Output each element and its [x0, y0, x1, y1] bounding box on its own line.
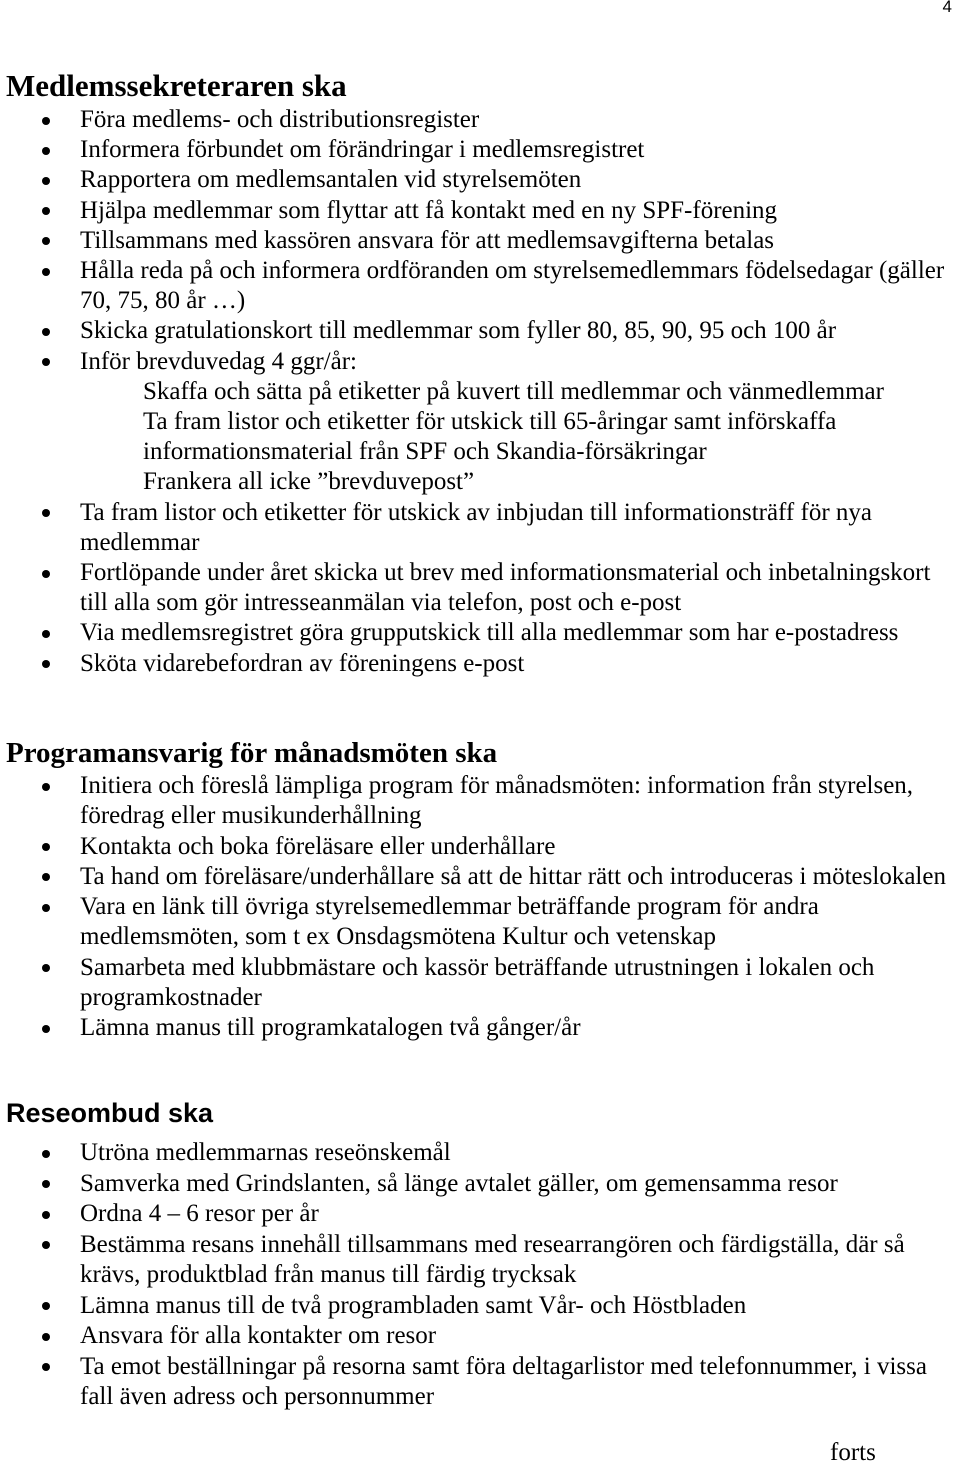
bullet-icon [42, 843, 50, 851]
list-item-text: Bestämma resans innehåll tillsammans med researrangören och färdigställa, där så krävs, produktblad från manus till färdig trycksak [80, 1230, 905, 1288]
list-item-text: Rapportera om medlemsantalen vid styrelsemöten [80, 166, 582, 194]
list-item-text: Ta emot beställningar på resorna samt föra deltagarlistor med telefonnummer, i vissa fall även adress och personnummer [80, 1352, 927, 1410]
list-item-text: Sköta vidarebefordran av föreningens e-post [80, 649, 525, 677]
list-item-text: Ta fram listor och etiketter för utskick av inbjudan till informationsträff för nya medlemmar [80, 498, 873, 556]
list-item [80, 1321, 952, 1352]
list-item-text: Inför brevduvedag 4 ggr/år: [80, 347, 357, 375]
duty-list [80, 105, 952, 679]
duty-list [80, 1138, 952, 1413]
bullet-icon [42, 147, 50, 155]
list-item [80, 649, 952, 679]
bullet-icon [42, 570, 50, 578]
list-item-text: Samverka med Grindslanten, så länge avtalet gäller, om gemensamma resor [80, 1169, 838, 1197]
bullet-icon [42, 1211, 50, 1219]
bullet-icon [42, 268, 50, 276]
list-item [80, 771, 952, 832]
bullet-icon [42, 117, 50, 125]
list-item-text: Informera förbundet om förändringar i medlemsregistret [80, 136, 645, 164]
bullet-icon [42, 328, 50, 336]
bullet-icon [42, 964, 50, 972]
list-item [80, 196, 952, 226]
list-item [80, 1291, 952, 1322]
list-item-text: Lämna manus till de två programbladen samt Vår- och Höstbladen [80, 1291, 747, 1319]
list-item [80, 1013, 952, 1043]
list-item-text: Föra medlems- och distributionsregister [80, 106, 480, 133]
list-item-text: Ansvara för alla kontakter om resor [80, 1322, 437, 1349]
list-item-text: Ta hand om föreläsare/underhållare så att de hittar rätt och introduceras i möteslokalen [80, 862, 946, 890]
list-item [80, 347, 952, 498]
bullet-icon [42, 1333, 50, 1341]
bullet-icon [42, 207, 50, 215]
list-item [80, 165, 952, 195]
list-item [80, 1138, 952, 1169]
list-item [80, 832, 952, 862]
bullet-icon [42, 1302, 50, 1310]
list-item [80, 1169, 952, 1200]
sub-list-item: Frankera all icke ”brevduvepost” [143, 468, 475, 496]
list-item-text: Lämna manus till programkatalogen två gånger/år [80, 1014, 581, 1041]
list-item [80, 105, 952, 135]
heading-programansvarig: Programansvarig för månadsmöten ska [6, 737, 498, 769]
sub-list [143, 377, 952, 498]
list-item [80, 498, 952, 558]
list-item-text: Initiera och föreslå lämpliga program för månadsmöten: information från styrelsen, föredrag eller musikunderhållning [80, 772, 914, 830]
bullet-icon [42, 1180, 50, 1188]
list-item [80, 316, 952, 346]
bullet-icon [42, 1150, 50, 1158]
list-item [80, 892, 952, 953]
heading-reseombud: Reseombud ska [6, 1098, 214, 1128]
bullet-icon [42, 630, 50, 638]
list-item [80, 862, 952, 892]
list-item [80, 953, 952, 1014]
list-item-text: Ordna 4 – 6 resor per år [80, 1200, 319, 1227]
bullet-icon [42, 358, 50, 366]
heading-medlemssekreteraren: Medlemssekreteraren ska [6, 68, 347, 103]
list-item-text: Hålla reda på och informera ordföranden om styrelsemedlemmars födelsedagar (gäller 70, 75, 80 år …) [80, 257, 945, 315]
list-item-text: Hjälpa medlemmar som flyttar att få kontakt med en ny SPF-förening [80, 196, 778, 224]
sub-list-item: Skaffa och sätta på etiketter på kuvert till medlemmar och vänmedlemmar [143, 377, 884, 405]
sub-list-item: Ta fram listor och etiketter för utskick till 65-åringar samt införskaffa informationsmaterial från SPF och Skandia-försäkringar [143, 408, 837, 466]
bullet-icon [42, 783, 50, 791]
page-number: 4 [942, 0, 952, 16]
list-item-text: Kontakta och boka föreläsare eller underhållare [80, 832, 556, 860]
list-item-text: Via medlemsregistret göra grupputskick till alla medlemmar som har e-postadress [80, 619, 899, 647]
list-item [80, 256, 952, 316]
list-item-text: Vara en länk till övriga styrelsemedlemmar beträffande program för andra medlemsmöten, som t ex Onsdagsmötena Kultur och vetenskap [80, 893, 819, 951]
continued-note: forts [830, 1439, 876, 1466]
list-item [80, 558, 952, 618]
duty-list [80, 771, 952, 1043]
list-item [80, 1230, 952, 1291]
bullet-icon [42, 1241, 50, 1249]
list-item [80, 1352, 952, 1413]
list-item [80, 135, 952, 165]
bullet-icon [42, 237, 50, 245]
list-item [80, 1199, 952, 1230]
list-item [80, 226, 952, 256]
bullet-icon [42, 660, 50, 668]
list-item-text: Fortlöpande under året skicka ut brev med informationsmaterial och inbetalningskort till alla som gör intresseanmälan via telefon, post och e-post [80, 559, 931, 617]
list-item-text: Samarbeta med klubbmästare och kassör beträffande utrustningen i lokalen och programkostnader [80, 953, 875, 1011]
bullet-icon [42, 177, 50, 185]
list-item-text: Skicka gratulationskort till medlemmar som fyller 80, 85, 90, 95 och 100 år [80, 317, 837, 345]
bullet-icon [42, 873, 50, 881]
list-item [80, 618, 952, 648]
list-item-text: Utröna medlemmarnas reseönskemål [80, 1139, 451, 1166]
list-item-text: Tillsammans med kassören ansvara för att medlemsavgifterna betalas [80, 226, 775, 254]
bullet-icon [42, 904, 50, 912]
bullet-icon [42, 1363, 50, 1371]
bullet-icon [42, 509, 50, 517]
bullet-icon [42, 1025, 50, 1033]
